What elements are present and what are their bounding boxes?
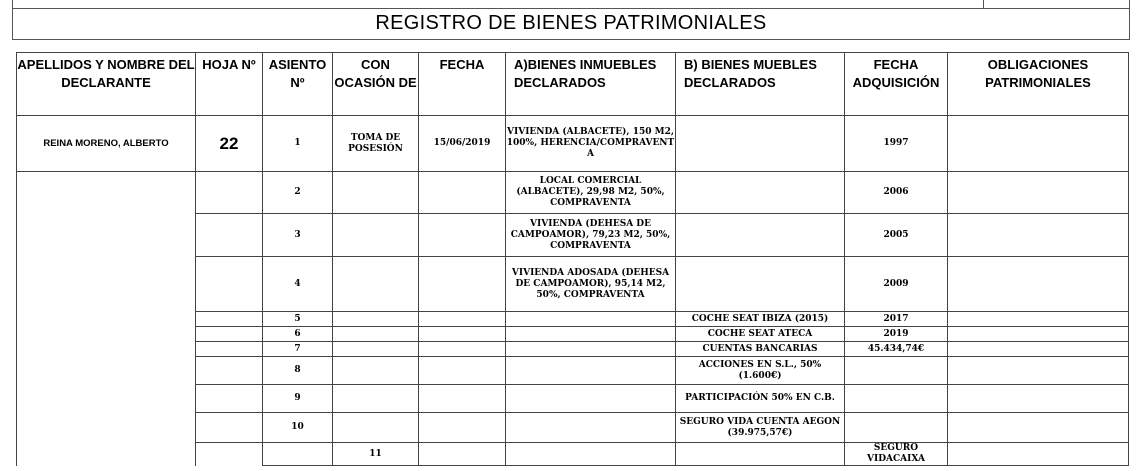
hoja-cell (196, 214, 263, 257)
fecha-adquisicion-cell (845, 357, 948, 385)
inmueble-cell (506, 357, 676, 385)
mueble-cell: SEGURO VIDACAIXA (845, 443, 948, 466)
fecha-adquisicion-cell (845, 385, 948, 413)
inmueble-cell: LOCAL COMERCIAL (ALBACETE), 29,98 M2, 50%, COMPRAVENTA (506, 172, 676, 214)
header-fecha: FECHA (419, 53, 506, 116)
asiento-cell: 11 (333, 443, 419, 466)
hoja-cell (196, 357, 263, 385)
obligaciones-cell (948, 342, 1129, 357)
ocasion-cell: TOMA DE POSESIÓN (333, 116, 419, 172)
ocasion-cell (333, 257, 419, 312)
fecha-cell (506, 443, 676, 466)
header-row (17, 53, 1129, 116)
header-obligaciones: OBLIGACIONES PATRIMONIALES (948, 53, 1129, 116)
hoja-cell (196, 413, 263, 443)
inmueble-cell: VIVIENDA ADOSADA (DEHESA DE CAMPOAMOR), 95,14 M2, 50%, COMPRAVENTA (506, 257, 676, 312)
mueble-cell: CUENTAS BANCARIAS (676, 342, 845, 357)
fecha-adquisicion-cell: 2006 (845, 172, 948, 214)
declarante-empty-cell (17, 172, 196, 466)
fecha-adquisicion-cell: 1997 (845, 116, 948, 172)
ocasion-cell (333, 327, 419, 342)
asiento-cell: 1 (263, 116, 333, 172)
inmueble-cell (506, 342, 676, 357)
obligaciones-cell (948, 385, 1129, 413)
obligaciones-cell (948, 357, 1129, 385)
top-frame-divider (983, 0, 984, 8)
inmueble-cell (506, 312, 676, 327)
fecha-adquisicion-cell (845, 413, 948, 443)
asiento-cell: 8 (263, 357, 333, 385)
obligaciones-cell (948, 327, 1129, 342)
asiento-cell: 3 (263, 214, 333, 257)
table-row (17, 172, 1129, 214)
mueble-cell (676, 116, 845, 172)
hoja-cell (196, 342, 263, 357)
hoja-cell (263, 443, 333, 466)
declarante-empty-cell (196, 443, 263, 466)
document-title: REGISTRO DE BIENES PATRIMONIALES (12, 8, 1130, 40)
ocasion-cell (333, 385, 419, 413)
mueble-cell: COCHE SEAT IBIZA (2015) (676, 312, 845, 327)
mueble-cell (676, 172, 845, 214)
inmueble-cell (506, 327, 676, 342)
ocasion-cell (333, 342, 419, 357)
inmueble-cell (506, 385, 676, 413)
fecha-adquisicion-cell (948, 443, 1129, 466)
obligaciones-cell (948, 312, 1129, 327)
fecha-adquisicion-cell: 45.434,74€ (845, 342, 948, 357)
mueble-cell (676, 257, 845, 312)
fecha-cell: 15/06/2019 (419, 116, 506, 172)
fecha-cell (419, 312, 506, 327)
ocasion-cell (333, 172, 419, 214)
fecha-cell (419, 357, 506, 385)
mueble-cell: ACCIONES EN S.L., 50% (1.600€) (676, 357, 845, 385)
ocasion-cell (333, 312, 419, 327)
fecha-cell (419, 257, 506, 312)
hoja-cell (196, 385, 263, 413)
fecha-adquisicion-cell: 2009 (845, 257, 948, 312)
fecha-adquisicion-cell: 2005 (845, 214, 948, 257)
fecha-adquisicion-cell: 2017 (845, 312, 948, 327)
fecha-cell (419, 413, 506, 443)
inmueble-cell: VIVIENDA (DEHESA DE CAMPOAMOR), 79,23 M2, 50%, COMPRAVENTA (506, 214, 676, 257)
header-hoja: HOJA Nº (196, 53, 263, 116)
header-fecha-adquisicion: FECHA ADQUISICIÓN (845, 53, 948, 116)
obligaciones-cell (948, 257, 1129, 312)
fecha-cell (419, 327, 506, 342)
header-inmuebles: A)BIENES INMUEBLES DECLARADOS (506, 53, 676, 116)
asiento-cell: 6 (263, 327, 333, 342)
header-muebles: B) BIENES MUEBLES DECLARADOS (676, 53, 845, 116)
obligaciones-cell (948, 413, 1129, 443)
fecha-cell (419, 385, 506, 413)
fecha-adquisicion-cell: 2019 (845, 327, 948, 342)
inmueble-cell (676, 443, 845, 466)
obligaciones-cell (948, 116, 1129, 172)
asiento-cell: 4 (263, 257, 333, 312)
asiento-cell: 10 (263, 413, 333, 443)
asiento-cell: 9 (263, 385, 333, 413)
ocasion-cell (333, 413, 419, 443)
asiento-cell: 2 (263, 172, 333, 214)
header-ocasion: CON OCASIÓN DE (333, 53, 419, 116)
hoja-cell (196, 327, 263, 342)
obligaciones-cell (948, 214, 1129, 257)
hoja-cell (196, 172, 263, 214)
declarante-name: REINA MORENO, ALBERTO (17, 116, 196, 172)
fecha-cell (419, 342, 506, 357)
ocasion-cell (419, 443, 506, 466)
ocasion-cell (333, 357, 419, 385)
inmueble-cell: VIVIENDA (ALBACETE), 150 M2, 100%, HERENCIA/COMPRAVENT A (506, 116, 676, 172)
inmueble-cell (506, 413, 676, 443)
fecha-cell (419, 172, 506, 214)
fecha-cell (419, 214, 506, 257)
hoja-cell (196, 257, 263, 312)
mueble-cell (676, 214, 845, 257)
table-row (17, 116, 1129, 172)
obligaciones-cell (948, 172, 1129, 214)
mueble-cell: COCHE SEAT ATECA (676, 327, 845, 342)
hoja-number: 22 (196, 116, 263, 172)
registry-table (16, 52, 1129, 466)
mueble-cell: SEGURO VIDA CUENTA AEGON (39.975,57€) (676, 413, 845, 443)
mueble-cell: PARTICIPACIÓN 50% EN C.B. (676, 385, 845, 413)
header-asiento: ASIENTO Nº (263, 53, 333, 116)
header-declarante: APELLIDOS Y NOMBRE DEL DECLARANTE (17, 53, 196, 116)
hoja-cell (196, 312, 263, 327)
asiento-cell: 7 (263, 342, 333, 357)
ocasion-cell (333, 214, 419, 257)
asiento-cell: 5 (263, 312, 333, 327)
